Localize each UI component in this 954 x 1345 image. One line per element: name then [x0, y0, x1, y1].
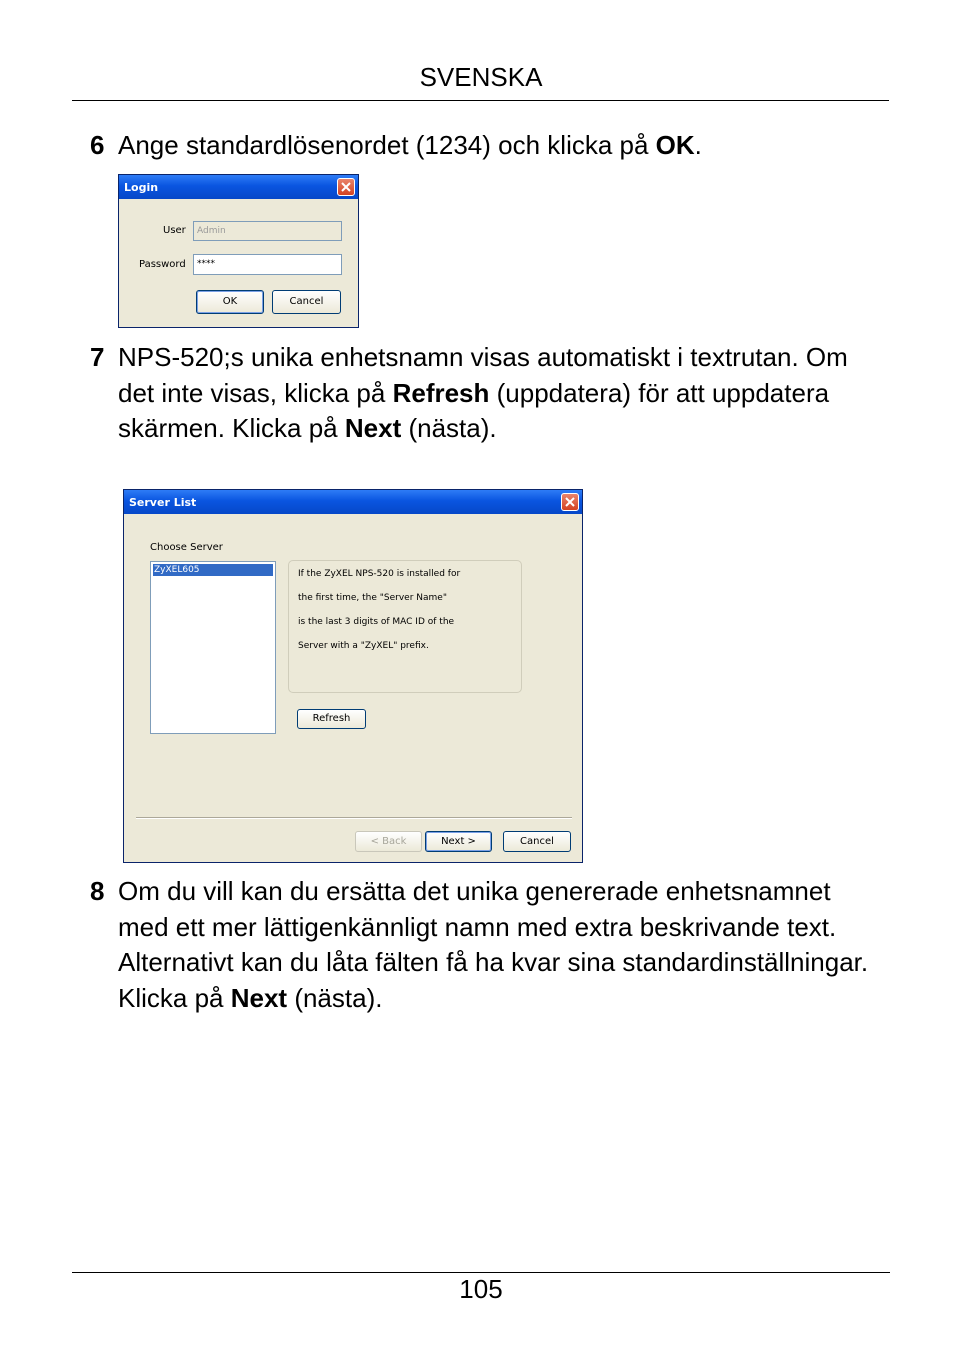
info-line: Server with a "ZyXEL" prefix.: [298, 641, 429, 651]
ok-button[interactable]: OK: [196, 290, 264, 314]
server-list-dialog: [123, 489, 583, 863]
header-title: SVENSKA: [419, 62, 543, 92]
header-rule: [72, 100, 889, 101]
login-titlebar: [119, 175, 358, 199]
password-label: Password: [139, 259, 186, 270]
server-listbox[interactable]: [150, 561, 276, 734]
next-button[interactable]: Next >: [425, 831, 492, 852]
step-8: [90, 874, 890, 1016]
info-line: the first time, the "Server Name": [298, 593, 447, 603]
close-button[interactable]: [561, 493, 579, 511]
step-6: [90, 128, 890, 164]
step-number: 7: [90, 342, 105, 372]
step-text: Om du vill kan du ersätta det unika genererade enhetsnamnet med ett mer lättigenkännligt namn med extra beskrivande text. Alternativt kan du låta fälten få ha kvar sina standardinställningar. Klicka på Next (nästa).: [118, 876, 869, 1013]
server-list-item[interactable]: ZyXEL605: [153, 564, 273, 576]
login-title: Login: [124, 181, 159, 194]
step-number: 8: [90, 876, 105, 906]
page-number: 105: [459, 1274, 503, 1304]
info-line: If the ZyXEL NPS-520 is installed for: [298, 569, 461, 579]
step-7: [90, 340, 890, 447]
server-list-title: Server List: [129, 496, 197, 509]
dialog-separator: [136, 817, 572, 819]
close-button[interactable]: [337, 178, 355, 196]
user-label: User: [163, 225, 186, 236]
close-icon: [341, 182, 351, 192]
step-text: NPS-520;s unika enhetsnamn visas automatiskt i textrutan. Om det inte visas, klicka på Refresh (uppdatera) för att uppdatera skärmen. Klicka på Next (nästa).: [118, 342, 848, 443]
cancel-button[interactable]: Cancel: [503, 831, 571, 852]
back-button[interactable]: < Back: [355, 831, 422, 852]
password-field[interactable]: ****: [193, 254, 342, 275]
user-field[interactable]: Admin: [193, 221, 342, 241]
step-text: Ange standardlösenordet (1234) och klicka på OK.: [118, 130, 702, 160]
server-list-titlebar: [124, 490, 582, 514]
info-box: [288, 560, 522, 693]
step-number: 6: [90, 130, 105, 160]
choose-server-label: Choose Server: [150, 542, 223, 553]
footer-rule: [72, 1272, 890, 1273]
refresh-button[interactable]: Refresh: [297, 709, 366, 729]
cancel-button[interactable]: Cancel: [272, 290, 341, 314]
login-dialog: [118, 174, 359, 328]
close-icon: [565, 497, 575, 507]
info-line: is the last 3 digits of MAC ID of the: [298, 617, 455, 627]
